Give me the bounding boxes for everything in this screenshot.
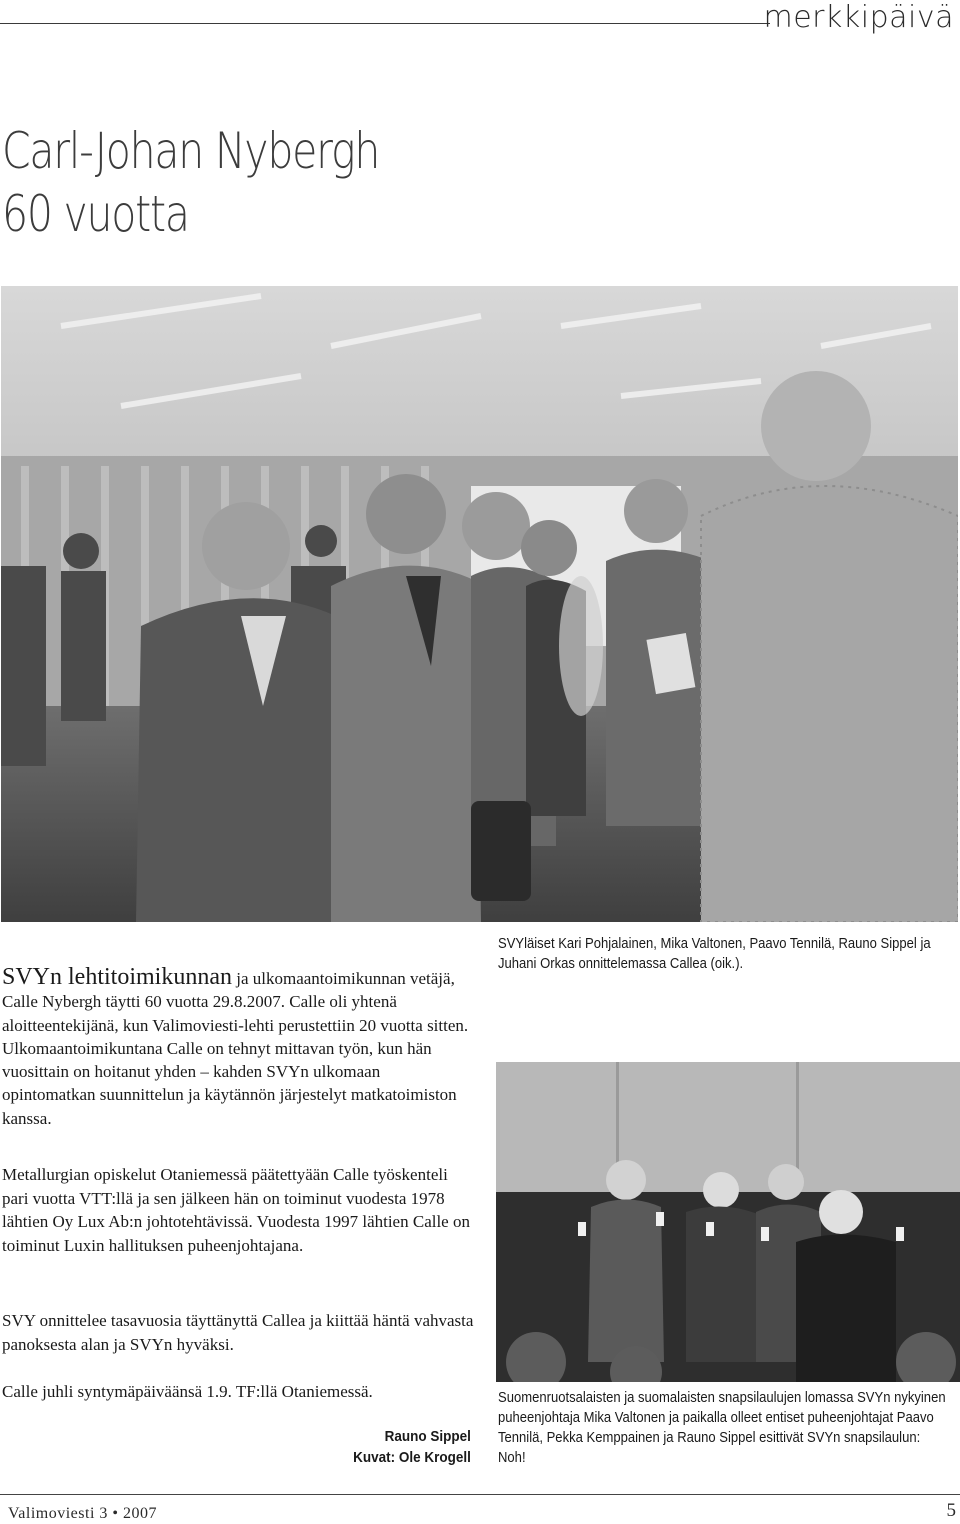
- paragraph-congratulations: SVY onnittelee tasavuosia täyttänyttä Callea ja kiittää häntä vahvasta panoksesta alan ja SVYn hyväksi.: [2, 1311, 474, 1354]
- article-title: [2, 120, 494, 246]
- lead-paragraph: [2, 966, 476, 1130]
- footer-rule: [0, 1494, 960, 1495]
- photo-congratulations: [1, 286, 958, 922]
- photo-snapsilaulu: [496, 1062, 960, 1382]
- page-number: 5: [946, 1500, 956, 1521]
- section-label: merkkipäivä: [763, 0, 954, 35]
- photo-snapsilaulu-image: [496, 1062, 960, 1382]
- paragraph-career: Metallurgian opiskelut Otaniemessä päätettyään Calle työskenteli pari vuotta VTT:llä ja sen jälkeen hän on toiminut vuodesta 1978 lähtien Oy Lux Ab:n johtotehtävissä. Vuodesta 1997 lähtien Calle on toiminut Luxin hallituksen puheenjohtajana.: [2, 1165, 470, 1255]
- photo-credit: Kuvat: Ole Krogell: [353, 1449, 471, 1466]
- title-line-1: Carl-Johan Nybergh: [2, 122, 380, 180]
- photo-caption-1: SVYläiset Kari Pohjalainen, Mika Valtonen, Paavo Tennilä, Rauno Sippel ja Juhani Orkas onnittelemassa Callea (oik.).: [498, 936, 931, 972]
- author-name: Rauno Sippel: [384, 1428, 471, 1445]
- title-line-2: 60 vuotta: [2, 185, 189, 243]
- paragraph-celebration: Calle juhli syntymäpäiväänsä 1.9. TF:llä Otaniemessä.: [2, 1382, 373, 1401]
- byline: [353, 1426, 471, 1468]
- header-rule: [0, 23, 770, 24]
- lead-intro: SVYn lehtitoimikunnan: [2, 964, 232, 990]
- lead-body: ja ulkomaantoimikunnan vetäjä, Calle Nybergh täytti 60 vuotta 29.8.2007. Calle oli yhtenä aloitteentekijänä, kun Valimoviesti-lehti perustettiin 20 vuotta sitten. Ulkomaantoimikuntana Calle on tehnyt mittavan työn, kun hän vuosittain on hoitanut yhden – kahden SVYn ulkomaan opintomatkan suunnittelun ja käytännön järjestelyt matkatoimiston kanssa.: [2, 969, 469, 1128]
- footer-publication: Valimoviesti 3 • 2007: [8, 1505, 157, 1522]
- photo-caption-2: Suomenruotsalaisten ja suomalaisten snapsilaulujen lomassa SVYn nykyinen puheenjohtaja Mika Valtonen ja paikalla olleet entiset puheenjohtajat Paavo Tennilä, Pekka Kemppainen ja Rauno Sippel esittivät SVYn snapsilaulun: Noh!: [498, 1390, 946, 1466]
- photo-congratulations-image: [1, 286, 958, 922]
